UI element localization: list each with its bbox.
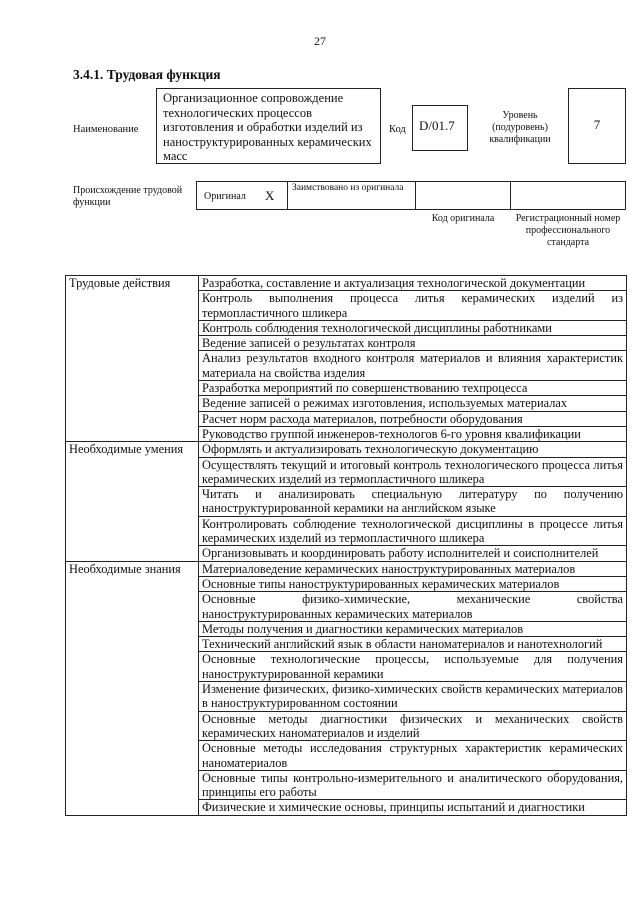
section-item: Контролировать соблюдение технологической дисциплины в процессе литья керамических изделий из термопластичного шликера [199,516,627,546]
table-row [66,561,627,576]
section-item: Основные типы наноструктурированных керамических материалов [199,576,627,591]
section-item: Основные методы исследования структурных характеристик керамических наноматериалов [199,741,627,771]
section-item: Руководство группой инженеров-технологов 6-го уровня квалификации [199,426,627,441]
borrowed-label: Заимствовано из оригинала [292,183,404,193]
function-table [65,275,627,816]
page-number: 27 [314,34,326,48]
section-item: Читать и анализировать специальную литературу по получению наноструктурированной керамики на английском языке [199,487,627,517]
section-item: Физические и химические основы, принципы испытаний и диагностики [199,800,627,815]
level-box [568,88,626,164]
section-label: Трудовые действия [66,276,199,442]
section-item: Методы получения и диагностики керамических материалов [199,621,627,636]
code-box [412,105,468,151]
section-item: Основные технологические процессы, используемые для получения наноструктурированной керамики [199,652,627,682]
section-item: Анализ результатов входного контроля материалов и влияния характеристик материала на свойства изделия [199,351,627,381]
section-item: Материаловедение керамических наноструктурированных материалов [199,561,627,576]
reg-number-cell [510,181,626,210]
code-label: Код [389,124,406,135]
code-original-cell [415,181,511,210]
code-original-label: Код оригинала [431,213,495,224]
original-mark: X [265,188,275,203]
section-label: Необходимые знания [66,561,199,815]
reg-number-label: Регистрационный номер профессионального стандарта [515,213,621,248]
section-item: Оформлять и актуализировать технологическую документацию [199,442,627,457]
section-item: Основные типы контрольно-измерительного и аналитического оборудования, принципы его работы [199,770,627,800]
function-name-value: Организационное сопровождение технологических процессов изготовления и обработки изделий из наноструктурированных керамических масс [163,91,372,163]
original-cell [196,181,288,210]
section-item: Разработка мероприятий по совершенствованию техпроцесса [199,381,627,396]
name-label: Наименование [73,124,139,135]
borrowed-cell [287,181,416,210]
function-name-box [156,88,381,164]
level-label: Уровень (подуровень) квалификации [489,110,551,145]
origin-label: Происхождение трудовой функции [73,185,183,208]
section-item: Ведение записей о результатах контроля [199,336,627,351]
table-row [66,276,627,291]
section-title: 3.4.1. Трудовая функция [73,67,221,82]
section-item: Организовывать и координировать работу исполнителей и соисполнителей [199,546,627,561]
section-item: Технический английский язык в области наноматериалов и нанотехнологий [199,637,627,652]
section-label: Необходимые умения [66,442,199,561]
code-value: D/01.7 [419,118,455,133]
section-item: Контроль соблюдения технологической дисциплины работниками [199,320,627,335]
section-item: Ведение записей о режимах изготовления, используемых материалах [199,396,627,411]
section-item: Основные методы диагностики физических и механических свойств керамических наноматериалов и изделий [199,711,627,741]
original-label: Оригинал [204,191,246,202]
table-row [66,442,627,457]
section-item: Осуществлять текущий и итоговый контроль технологического процесса литья керамических изделий из термопластичного шликера [199,457,627,487]
section-item: Основные физико-химические, механические свойства наноструктурированных керамических материалов [199,592,627,622]
section-item: Изменение физических, физико-химических свойств керамических материалов в наноструктурированном состоянии [199,682,627,712]
section-item: Расчет норм расхода материалов, потребности оборудования [199,411,627,426]
level-value: 7 [593,117,601,132]
section-item: Контроль выполнения процесса литья керамических изделий из термопластичного шликера [199,291,627,321]
section-item: Разработка, составление и актуализация технологической документации [199,276,627,291]
